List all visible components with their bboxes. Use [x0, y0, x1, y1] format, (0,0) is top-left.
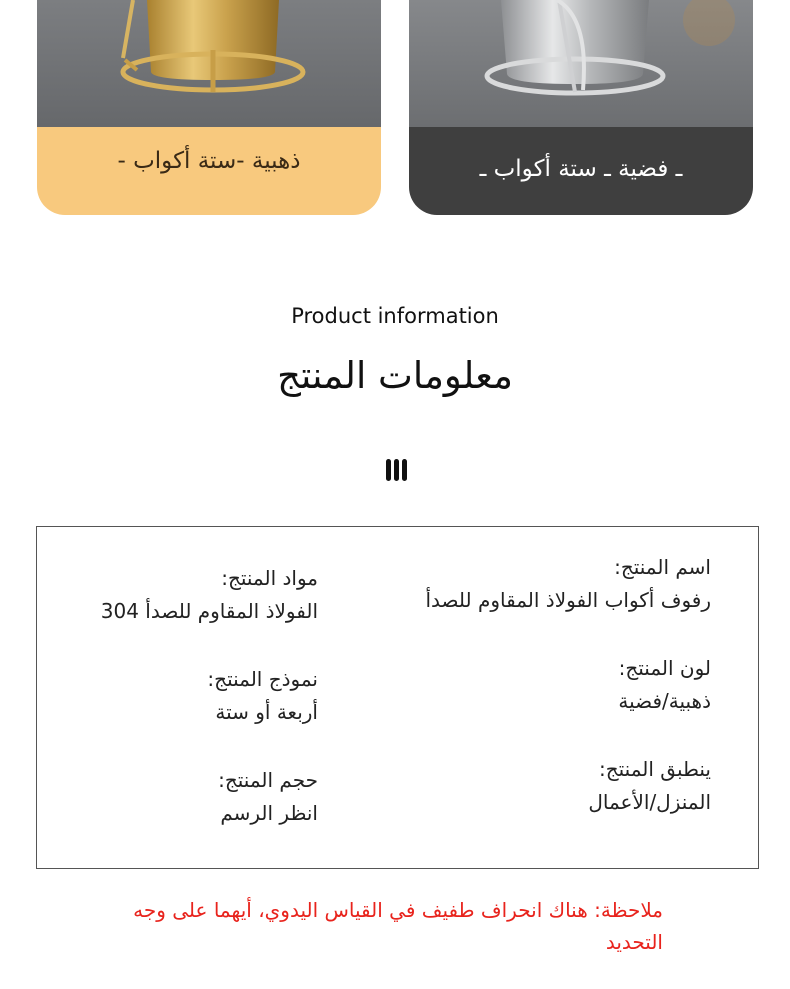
divider-bars-icon	[386, 459, 408, 481]
product-color-value: ذهبية/فضية	[618, 689, 711, 713]
gold-set-caption: ذهبية -ستة أكواب -	[117, 148, 301, 174]
product-name-label: اسم المنتج:	[614, 555, 711, 579]
product-model-label: نموذج المنتج:	[207, 667, 318, 691]
product-material-field	[101, 562, 318, 628]
product-applies-field	[588, 753, 711, 819]
product-applies-label: ينطبق المنتج:	[598, 757, 711, 781]
product-applies-value: المنزل/الأعمال	[588, 790, 711, 814]
gold-cup-photo	[37, 0, 381, 127]
product-color-field	[618, 652, 711, 718]
silver-set-caption: ـ فضية ـ ستة أكواب ـ	[479, 156, 683, 182]
product-model-value: أربعة أو ستة	[215, 700, 318, 724]
gold-set-card[interactable]	[37, 0, 381, 215]
product-size-label: حجم المنتج:	[218, 768, 318, 792]
product-color-label: لون المنتج:	[618, 656, 711, 680]
product-material-label: مواد المنتج:	[221, 566, 318, 590]
product-name-field	[426, 551, 712, 617]
product-name-value: رفوف أكواب الفولاذ المقاوم للصدأ	[425, 588, 711, 612]
silver-set-card[interactable]	[409, 0, 753, 215]
product-size-value: انظر الرسم	[220, 801, 318, 825]
section-title: معلومات المنتج	[277, 354, 513, 397]
product-info-table	[36, 526, 759, 869]
product-size-field	[218, 764, 318, 830]
section-subtitle: Product information	[291, 304, 499, 328]
product-material-value: الفولاذ المقاوم للصدأ 304	[100, 599, 318, 623]
silver-cup-photo	[409, 0, 753, 127]
measurement-note: ملاحظة: هناك انحراف طفيف في القياس اليدوي، أيهما على وجه التحديد	[133, 898, 663, 954]
product-model-field	[207, 663, 318, 729]
